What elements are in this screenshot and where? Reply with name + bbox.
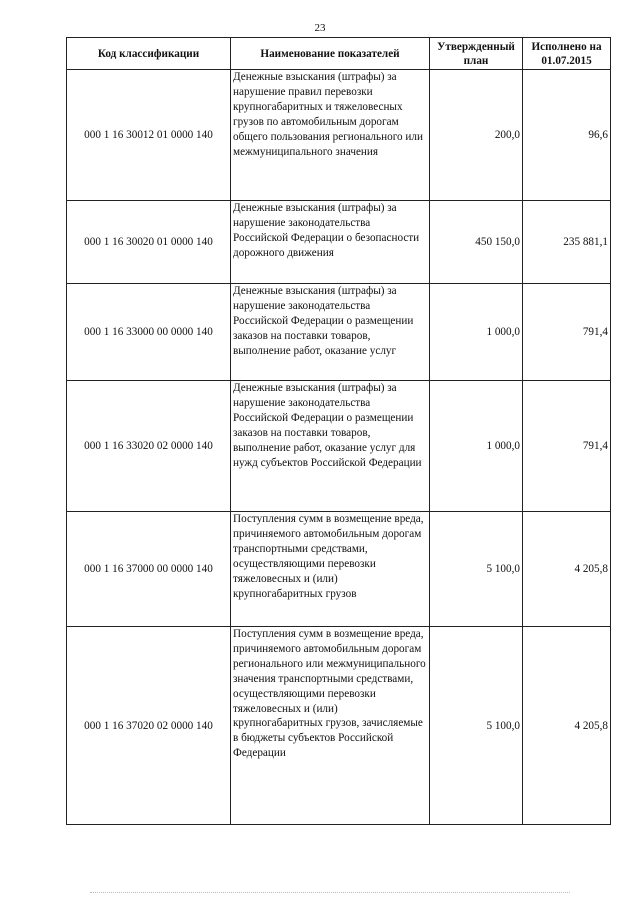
- row-plan: 200,0: [430, 70, 523, 201]
- row-code: 000 1 16 33020 02 0000 140: [67, 381, 231, 512]
- row-executed: 791,4: [523, 381, 611, 512]
- scan-footer-divider: [90, 892, 570, 893]
- row-name: Денежные взыскания (штрафы) за нарушение законодательства Российской Федерации о безопасности дорожного движения: [231, 201, 430, 284]
- row-executed: 235 881,1: [523, 201, 611, 284]
- row-code: 000 1 16 33000 00 0000 140: [67, 284, 231, 381]
- row-executed: 791,4: [523, 284, 611, 381]
- row-code: 000 1 16 37000 00 0000 140: [67, 512, 231, 627]
- row-plan: 1 000,0: [430, 284, 523, 381]
- row-name: Поступления сумм в возмещение вреда, причиняемого автомобильным дорогам транспортными средствами, осуществляющими перевозки тяжеловесных и (или) крупногабаритных грузов: [231, 512, 430, 627]
- header-executed: Исполнено на 01.07.2015: [523, 38, 611, 70]
- row-code: 000 1 16 30012 01 0000 140: [67, 70, 231, 201]
- row-name: Денежные взыскания (штрафы) за нарушение правил перевозки крупногабаритных и тяжеловесных грузов по автомобильным дорогам общего пользования регионального или межмуниципального значения: [231, 70, 430, 201]
- row-executed: 96,6: [523, 70, 611, 201]
- table-row: [67, 381, 611, 512]
- row-executed: 4 205,8: [523, 627, 611, 825]
- header-name: Наименование показателей: [231, 38, 430, 70]
- row-name: Денежные взыскания (штрафы) за нарушение законодательства Российской Федерации о размещении заказов на поставки товаров, выполнение работ, оказание услуг: [231, 284, 430, 381]
- row-plan: 5 100,0: [430, 627, 523, 825]
- table-row: [67, 284, 611, 381]
- table-row: [67, 512, 611, 627]
- table-row: [67, 627, 611, 825]
- row-code: 000 1 16 37020 02 0000 140: [67, 627, 231, 825]
- table-header-row: [67, 38, 611, 70]
- table-row: [67, 70, 611, 201]
- table-row: [67, 201, 611, 284]
- row-name: Поступления сумм в возмещение вреда, причиняемого автомобильным дорогам регионального или межмуниципального значения транспортными средствами, осуществляющими перевозки тяжеловесных и (или) крупногабаритных грузов, зачисляемые в бюджеты субъектов Российской Федерации: [231, 627, 430, 825]
- row-plan: 450 150,0: [430, 201, 523, 284]
- row-plan: 5 100,0: [430, 512, 523, 627]
- budget-table: [66, 37, 611, 825]
- header-code: Код классификации: [67, 38, 231, 70]
- row-name: Денежные взыскания (штрафы) за нарушение законодательства Российской Федерации о размещении заказов на поставки товаров, выполнение работ, оказание услуг для нужд субъектов Российской Федерации: [231, 381, 430, 512]
- row-plan: 1 000,0: [430, 381, 523, 512]
- page-number: 23: [314, 22, 326, 34]
- row-code: 000 1 16 30020 01 0000 140: [67, 201, 231, 284]
- row-executed: 4 205,8: [523, 512, 611, 627]
- header-plan: Утвержденный план: [430, 38, 523, 70]
